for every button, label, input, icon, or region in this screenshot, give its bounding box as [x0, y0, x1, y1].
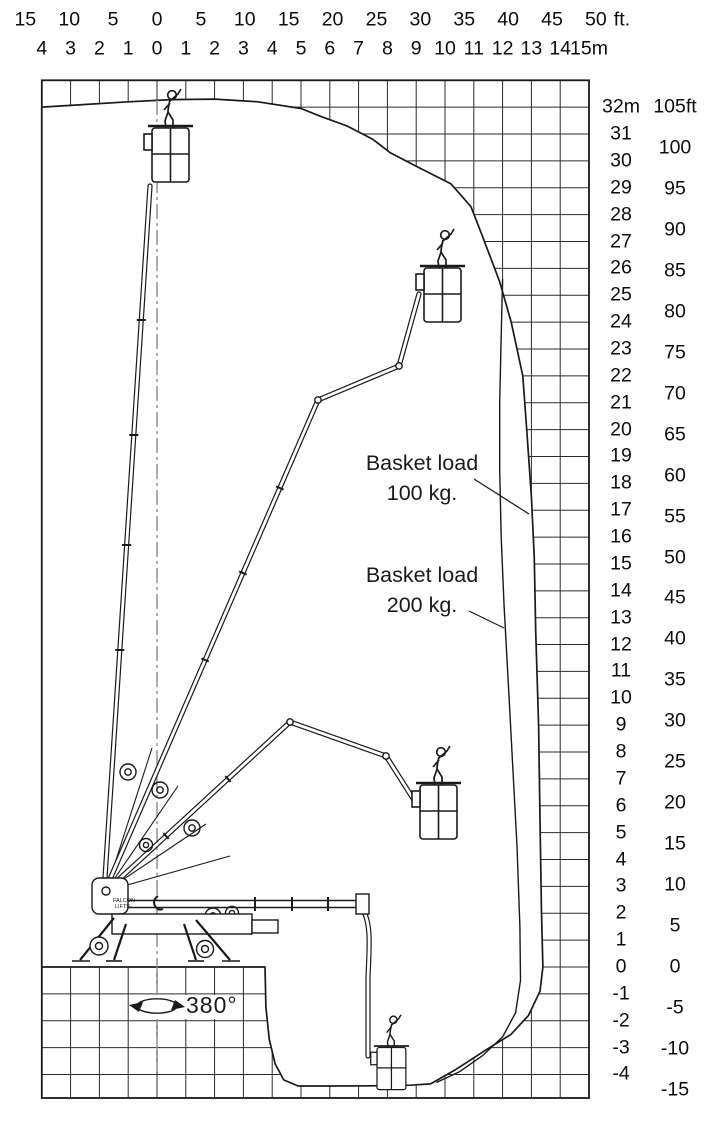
right-axis-feet-tick: 105ft: [653, 95, 697, 118]
top-axis-feet-tick: 15: [14, 8, 37, 31]
right-axis-meters-tick: 16: [610, 525, 632, 548]
right-axis-feet-tick: 50: [664, 546, 686, 568]
right-axis-meters-tick: 28: [610, 203, 632, 226]
basket-load-100-label: [338, 448, 506, 508]
right-axis-meters-tick: 27: [610, 230, 632, 252]
top-axis-meters-tick: 12: [491, 37, 514, 60]
right-axis-meters-tick: 31: [610, 122, 632, 145]
right-axis-meters-tick: -1: [612, 982, 630, 1005]
top-axis-meters-tick: 7: [353, 37, 365, 60]
right-axis-meters-tick: 30: [610, 149, 632, 172]
top-axis-meters-tick: 10: [434, 37, 456, 60]
top-axis-meters-tick: 3: [65, 37, 77, 60]
right-axis-feet-tick: 95: [664, 177, 686, 200]
right-axis-meters-tick: 14: [610, 579, 632, 602]
right-axis-meters-tick: 1: [615, 928, 627, 951]
brand-logo-text: FALCON: [113, 898, 136, 904]
right-axis-feet-tick: 40: [664, 627, 686, 650]
right-axis-meters-tick: 29: [610, 176, 632, 199]
top-axis-meters-tick: 2: [209, 37, 221, 60]
rotation-range-label: 380°: [186, 992, 238, 1018]
right-axis-feet-tick: -5: [666, 996, 684, 1019]
right-axis-meters-tick: 21: [610, 391, 632, 414]
right-axis-meters-tick: 22: [610, 364, 632, 387]
top-axis-feet-tick: 10: [233, 8, 256, 31]
top-axis-meters-tick: 4: [36, 37, 48, 60]
top-axis-feet-tick: 45: [541, 8, 563, 31]
right-axis-feet-tick: 35: [664, 668, 686, 691]
right-axis-meters-tick: 11: [610, 659, 632, 682]
right-axis-meters-tick: 32m: [602, 95, 640, 118]
top-axis-meters-tick: 13: [520, 37, 543, 60]
right-axis-meters-tick: 8: [615, 740, 627, 763]
right-axis-feet-tick: 65: [664, 423, 686, 446]
right-axis-meters-tick: 17: [610, 498, 632, 521]
top-axis-meters-tick: 6: [324, 37, 336, 60]
right-axis-feet-tick: 70: [664, 382, 686, 405]
right-axis-meters-tick: 0: [615, 955, 627, 978]
right-axis-meters-tick: 2: [615, 901, 627, 924]
top-axis-feet-tick: 15: [277, 8, 300, 31]
brand-logo-text: LIFTS: [115, 904, 130, 910]
basket-load-200-label: [338, 560, 506, 620]
right-axis-meters-tick: 25: [610, 283, 632, 306]
top-axis-meters-tick: 5: [295, 37, 307, 60]
right-axis-feet-tick: 25: [664, 750, 686, 773]
right-axis-feet-tick: 0: [669, 955, 681, 978]
top-axis-feet-tick: 5: [107, 8, 119, 31]
basket-load-100-line2: 100 kg.: [386, 481, 458, 505]
right-axis-meters-tick: 23: [610, 337, 632, 360]
right-axis-feet-tick: 15: [664, 832, 686, 855]
right-axis-feet-tick: 60: [664, 464, 686, 487]
right-axis-feet-tick: 90: [664, 218, 686, 241]
right-axis-feet-tick: 20: [664, 791, 686, 814]
right-axis-feet-tick: 45: [664, 586, 686, 609]
right-axis-feet-tick: 10: [664, 873, 686, 896]
right-axis-meters-tick: 26: [610, 256, 632, 279]
top-axis-meters-tick: 11: [463, 37, 484, 60]
right-axis-meters-tick: 4: [615, 848, 627, 871]
right-axis-feet-tick: -10: [660, 1037, 690, 1060]
right-axis-meters-tick: 10: [610, 686, 632, 709]
top-axis-feet-tick: 25: [365, 8, 388, 31]
top-axis-meters-tick: 4: [266, 37, 278, 60]
right-axis-meters-tick: 13: [610, 606, 632, 629]
right-axis-meters-tick: 24: [610, 310, 632, 333]
top-axis-meters-tick: 14: [549, 37, 572, 60]
right-axis-feet-tick: 85: [664, 259, 686, 282]
top-axis-meters-tick: 9: [410, 37, 422, 60]
basket-load-200-line1: Basket load: [365, 563, 479, 587]
top-axis-feet-tick: 35: [453, 8, 476, 31]
right-axis-meters-tick: 19: [610, 444, 632, 467]
right-axis-meters-tick: 18: [610, 471, 632, 494]
top-axis-feet-unit: ft.: [613, 8, 631, 31]
top-axis-meters-tick: 8: [381, 37, 393, 60]
boom-end-bracket: [356, 894, 369, 914]
right-axis-feet-tick: 80: [664, 300, 686, 323]
top-axis-feet-tick: 0: [151, 8, 163, 31]
right-axis-meters-tick: 20: [610, 418, 632, 441]
right-axis-meters-tick: -2: [612, 1009, 630, 1032]
top-axis-meters-tick: 0: [151, 37, 163, 60]
right-axis-feet-tick: -15: [660, 1078, 690, 1101]
top-axis-feet-tick: 5: [195, 8, 207, 31]
right-axis-meters-tick: -4: [612, 1062, 630, 1085]
top-axis-meters-tick: 3: [237, 37, 249, 60]
top-axis-feet-tick: 20: [321, 8, 344, 31]
top-axis-feet-tick: 10: [58, 8, 81, 31]
top-axis-meters-tick: 2: [93, 37, 105, 60]
right-axis-meters-tick: 9: [615, 713, 627, 736]
top-axis-feet-tick: 50: [585, 8, 607, 31]
right-axis-feet-tick: 5: [669, 914, 681, 937]
right-axis-meters-tick: -3: [612, 1036, 630, 1059]
right-axis-meters-tick: 6: [615, 794, 627, 817]
top-axis-feet-tick: 30: [409, 8, 432, 31]
basket-load-100-line1: Basket load: [365, 451, 479, 475]
right-axis-feet-tick: 55: [664, 505, 686, 528]
top-axis-meters-tick: 1: [180, 37, 192, 60]
right-axis-meters-tick: 12: [610, 633, 632, 656]
basket-load-200-line2: 200 kg.: [386, 593, 458, 617]
right-axis-meters-tick: 15: [610, 552, 632, 575]
top-axis-meters-tick: 1: [122, 37, 134, 60]
right-axis-feet-tick: 100: [658, 136, 692, 159]
top-axis-meters-tick: 15m: [570, 37, 608, 60]
right-axis-meters-tick: 3: [615, 874, 627, 897]
right-axis-feet-tick: 30: [664, 709, 686, 732]
right-axis-meters-tick: 7: [615, 767, 627, 790]
top-axis-feet-tick: 40: [497, 8, 519, 31]
right-axis-meters-tick: 5: [615, 821, 627, 844]
right-axis-feet-tick: 75: [664, 341, 686, 364]
